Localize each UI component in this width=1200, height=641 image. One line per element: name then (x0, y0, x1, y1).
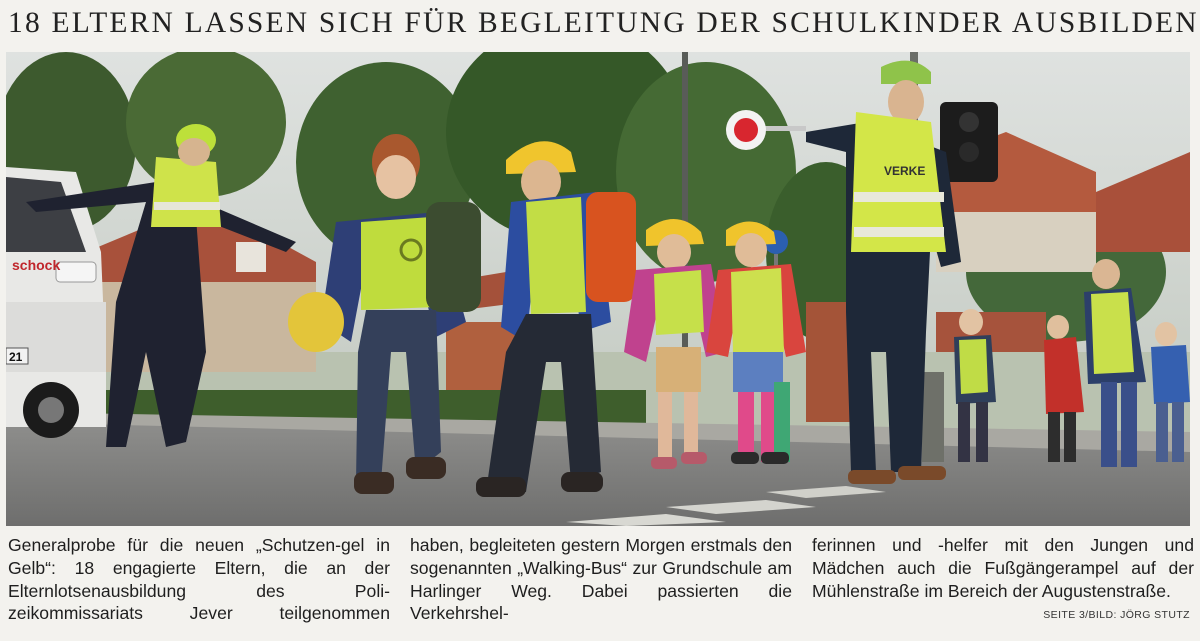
caption-column-3: ferinnen und -helfer mit den Jungen und Mädchen auch die Fußgängerampel auf der Mühlenstraße im Bereich der Augustenstraße. (812, 535, 1194, 601)
caption-column-2: haben, begleiteten gestern Morgen erstmals den sogenannten „Walking-Bus“ zur Grundschule am Harlinger Weg. Dabei passierten die Verkehrshel- (410, 535, 792, 624)
article-headline: 18 ELTERN LASSEN SICH FÜR BEGLEITUNG DER SCHULKINDER AUSBILDEN (8, 7, 1199, 39)
news-photo (6, 52, 1190, 526)
vest-print-text: VERKE (884, 164, 926, 178)
photo-credit: SEITE 3/BILD: JÖRG STUTZ (1043, 609, 1190, 621)
van-plate-text: 21 (9, 350, 23, 364)
caption-column-1: Generalprobe für die neuen „Schutzen-gel in Gelb“: 18 engagierte Eltern, die an der Elternlotsenausbildung des Poli-zeikommissariats Jever teilgenommen (8, 535, 390, 624)
van-brand-text: schock (12, 257, 61, 273)
